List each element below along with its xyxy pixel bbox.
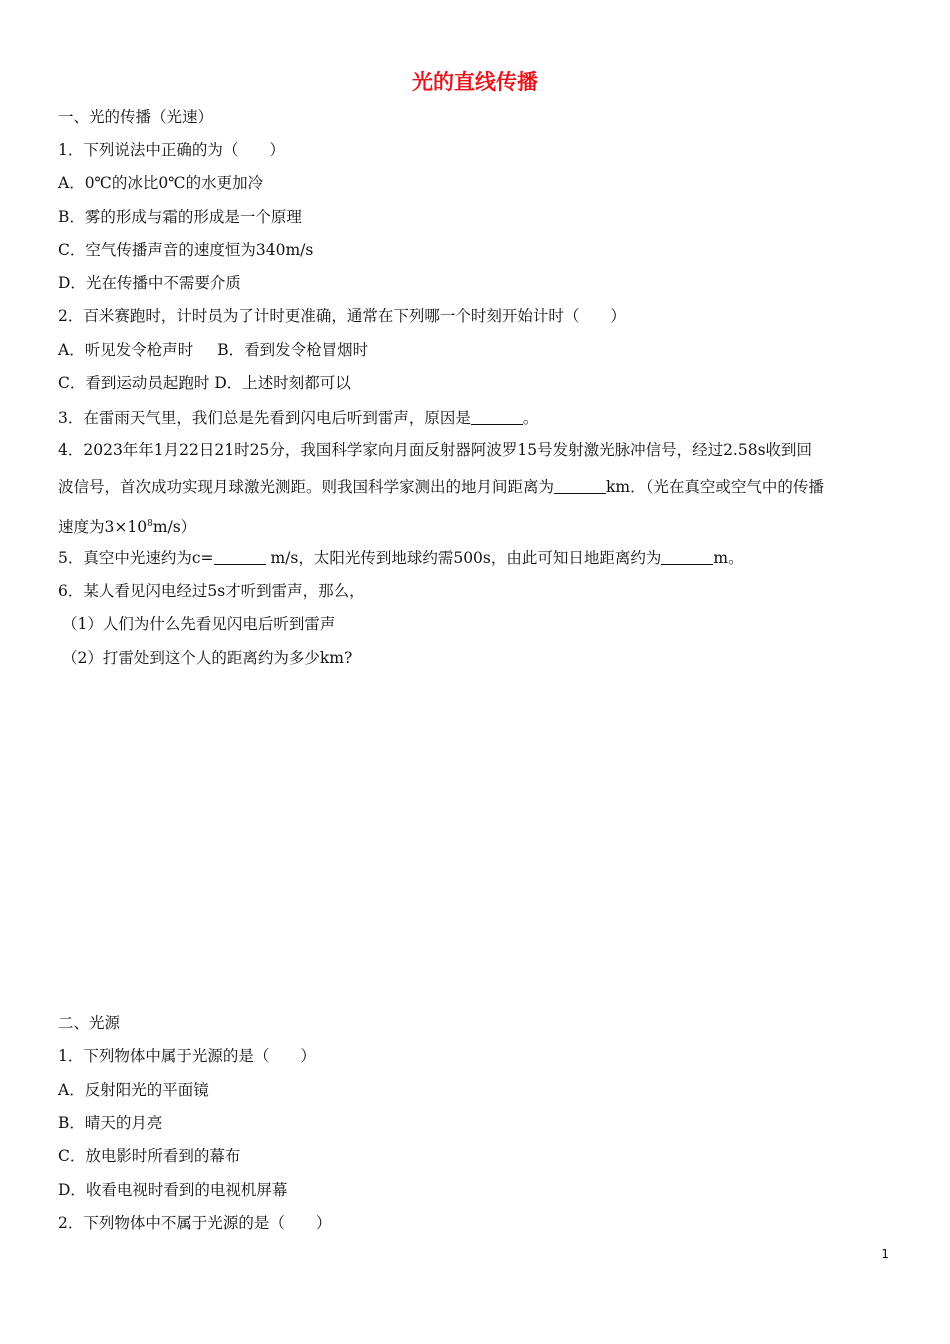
- question-1-1-option-c: C．空气传播声音的速度恒为340m/s: [58, 241, 314, 259]
- section-heading-1: 一、光的传播（光速）: [58, 108, 214, 126]
- question-1-2-options-cd: [58, 372, 351, 394]
- question-1-5-part-1: 5．真空中光速约为c=: [58, 549, 214, 567]
- question-1-2-options-ab: [58, 339, 368, 361]
- answer-blank: [471, 409, 523, 426]
- question-1-4-line-2-text: 波信号，首次成功实现月球激光测距。则我国科学家测出的地月间距离为: [58, 478, 555, 496]
- question-1-5-part-2: m/s，太阳光传到地球约需500s，由此可知日地距离约为: [265, 549, 662, 567]
- question-2-1-option-a: A．反射阳光的平面镜: [58, 1081, 209, 1099]
- question-1-4-line-1: 4．2023年年1月22日21时25分，我国科学家向月面反射器阿波罗15号发射激光脉冲信号，经过2.58s收到回: [58, 441, 813, 459]
- answer-blank: [214, 549, 266, 566]
- question-1-4-line-3-text: 速度为3×10: [58, 518, 148, 536]
- question-1-2-option-d: D．上述时刻都可以: [214, 374, 351, 392]
- question-1-3-end: 。: [522, 409, 539, 427]
- question-1-4-line-3: [58, 513, 196, 538]
- question-2-1-option-b: B．晴天的月亮: [58, 1114, 163, 1132]
- section-heading-2: 二、光源: [58, 1014, 121, 1032]
- question-1-2-option-a: A．听见发令枪声时: [58, 341, 194, 359]
- question-2-1-option-c: C．放电影时所看到的幕布: [58, 1147, 241, 1165]
- question-1-6-stem: 6．某人看见闪电经过5s才听到雷声，那么，: [58, 582, 365, 600]
- question-1-3: [58, 407, 538, 429]
- answer-blank: [661, 549, 713, 566]
- question-1-1-option-b: B．雾的形成与霜的形成是一个原理: [58, 208, 302, 226]
- question-1-4-line-2: [58, 476, 824, 498]
- page-title: 光的直线传播: [412, 70, 538, 94]
- question-1-5-part-3: m。: [713, 549, 744, 567]
- question-2-1-stem: 1．下列物体中属于光源的是（ ）: [58, 1047, 316, 1065]
- question-1-5: [58, 547, 744, 569]
- exponent: 8: [147, 519, 153, 529]
- question-1-2-option-b: B．看到发令枪冒烟时: [217, 341, 369, 359]
- question-1-6-sub-1: （1）人们为什么先看见闪电后听到雷声: [62, 615, 336, 633]
- answer-blank: [554, 478, 606, 495]
- question-1-6-sub-2: （2）打雷处到这个人的距离约为多少km?: [62, 649, 353, 667]
- question-1-2-stem: 2．百米赛跑时，计时员为了计时更准确，通常在下列哪一个时刻开始计时（ ）: [58, 307, 626, 325]
- question-1-1-option-a: A．0℃的冰比0℃的水更加冷: [58, 174, 264, 192]
- question-1-3-text: 3．在雷雨天气里，我们总是先看到闪电后听到雷声，原因是: [58, 409, 471, 427]
- question-2-1-option-d: D．收看电视时看到的电视机屏幕: [58, 1181, 288, 1199]
- question-1-2-option-c: C．看到运动员起跑时: [58, 374, 210, 392]
- question-2-2-stem: 2．下列物体中不属于光源的是（ ）: [58, 1214, 332, 1232]
- page-number: 1: [881, 1247, 889, 1261]
- question-1-1-option-d: D．光在传播中不需要介质: [58, 274, 241, 292]
- question-1-4-line-2-end: km．（光在真空或空气中的传播: [606, 478, 824, 496]
- question-1-4-line-3-end: m/s）: [152, 518, 197, 536]
- question-1-1-stem: 1．下列说法中正确的为（ ）: [58, 141, 285, 159]
